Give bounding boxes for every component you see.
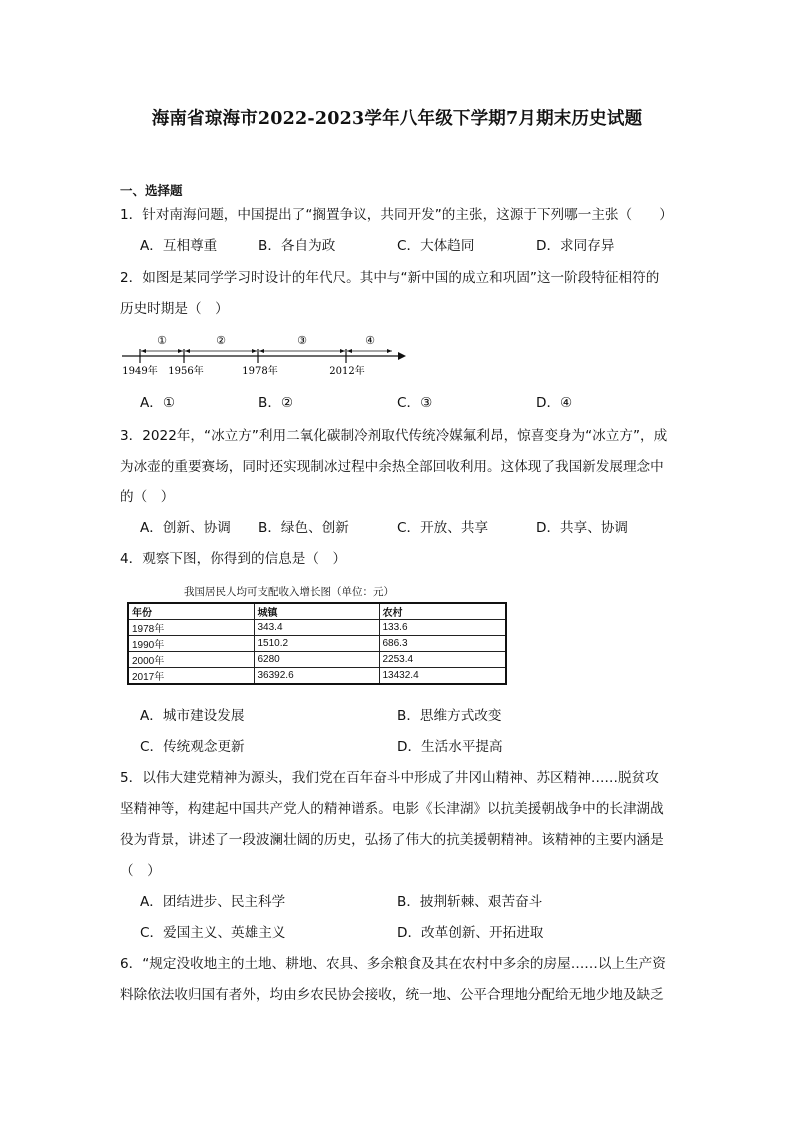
q1-option-c: C．大体趋同 [397,238,475,254]
q4-option-a: A．城市建设发展 [140,708,245,724]
q5-option-c: C．爱国主义、英雄主义 [140,925,286,941]
year-label-1956: 1956年 [168,366,204,377]
timeline-ruler [120,330,410,380]
q4-option-c: C．传统观念更新 [140,739,245,755]
income-table [127,602,507,685]
q3-option-d: D．共享、协调 [536,520,629,536]
table-cell: 2253.4 [379,652,506,668]
q3-option-b: B．绿色、创新 [258,520,349,536]
table-header-rural: 农村 [379,603,506,620]
table-row [128,668,506,685]
q3-option-c: C．开放、共享 [397,520,489,536]
table-cell: 133.6 [379,620,506,636]
question-3-stem-line-1: 3．2022年，“冰立方”利用二氧化碳制冷剂取代传统冷媒氟利昂，惊喜变身为“冰立方”，成 [120,428,668,444]
year-label-1949: 1949年 [122,366,158,377]
table-header-year: 年份 [128,603,254,620]
question-6-stem-line-2: 料除依法收归国有者外，均由乡农民协会接收，统一地、公平合理地分配给无地少地及缺乏 [120,987,664,1003]
q2-option-d: D．④ [536,395,573,411]
period-label-2: ② [216,334,226,347]
year-label-1978: 1978年 [242,366,278,377]
q5-option-a: A．团结进步、民主科学 [140,894,286,910]
period-label-4: ④ [365,334,375,347]
table-cell: 343.4 [254,620,379,636]
table-cell: 2017年 [128,668,254,685]
question-5-stem-line-4: （ ） [120,863,161,879]
q1-option-d: D．求同存异 [536,238,615,254]
table-row [128,636,506,652]
q5-option-d: D．改革创新、开拓进取 [397,925,544,941]
q3-option-a: A．创新、协调 [140,520,231,536]
q2-option-b: B．② [258,395,294,411]
income-table-title: 我国居民人均可支配收入增长图（单位：元） [184,586,394,598]
table-cell: 1990年 [128,636,254,652]
table-cell: 13432.4 [379,668,506,685]
q1-option-b: B．各自为政 [258,238,336,254]
table-cell: 1510.2 [254,636,379,652]
question-1-stem: 1．针对南海问题，中国提出了“搁置争议，共同开发”的主张，这源于下列哪一主张（ ） [120,207,673,223]
table-cell: 36392.6 [254,668,379,685]
period-label-1: ① [157,334,167,347]
q2-option-c: C．③ [397,395,433,411]
question-2-stem-line-2: 历史时期是（ ） [120,301,229,317]
table-cell: 6280 [254,652,379,668]
section-heading: 一、选择题 [120,183,183,198]
table-header-urban: 城镇 [254,603,379,620]
year-label-2012: 2012年 [329,366,365,377]
question-6-stem-line-1: 6．“规定没收地主的土地、耕地、农具、多余粮食及其在农村中多余的房屋……以上生产资 [120,956,666,972]
table-row [128,620,506,636]
q2-option-a: A．① [140,395,176,411]
table-cell: 1978年 [128,620,254,636]
question-5-stem-line-3: 役为背景，讲述了一段波澜壮阔的历史，弘扬了伟大的抗美援朝精神。该精神的主要内涵是 [120,832,664,848]
question-4-stem: 4．观察下图，你得到的信息是（ ） [120,551,347,567]
question-3-stem-line-2: 为冰壶的重要赛场，同时还实现制冰过程中余热全部回收利用。这体现了我国新发展理念中 [120,459,664,475]
table-cell: 686.3 [379,636,506,652]
table-cell: 2000年 [128,652,254,668]
q4-option-d: D．生活水平提高 [397,739,503,755]
question-5-stem-line-1: 5．以伟大建党精神为源头，我们党在百年奋斗中形成了井冈山精神、苏区精神……脱贫攻 [120,770,659,786]
q4-option-b: B．思维方式改变 [397,708,502,724]
question-5-stem-line-2: 坚精神等，构建起中国共产党人的精神谱系。电影《长津湖》以抗美援朝战争中的长津湖战 [120,801,664,817]
exam-title: 海南省琼海市2022-2023学年八年级下学期7月期末历史试题 [151,109,643,129]
q1-option-a: A．互相尊重 [140,238,218,254]
period-label-3: ③ [297,334,307,347]
table-row [128,652,506,668]
question-3-stem-line-3: 的（ ） [120,489,175,505]
question-2-stem-line-1: 2．如图是某同学学习时设计的年代尺。其中与“新中国的成立和巩固”这一阶段特征相符的 [120,270,660,286]
table-header-row [128,603,506,620]
q5-option-b: B．披荆斩棘、艰苦奋斗 [397,894,543,910]
